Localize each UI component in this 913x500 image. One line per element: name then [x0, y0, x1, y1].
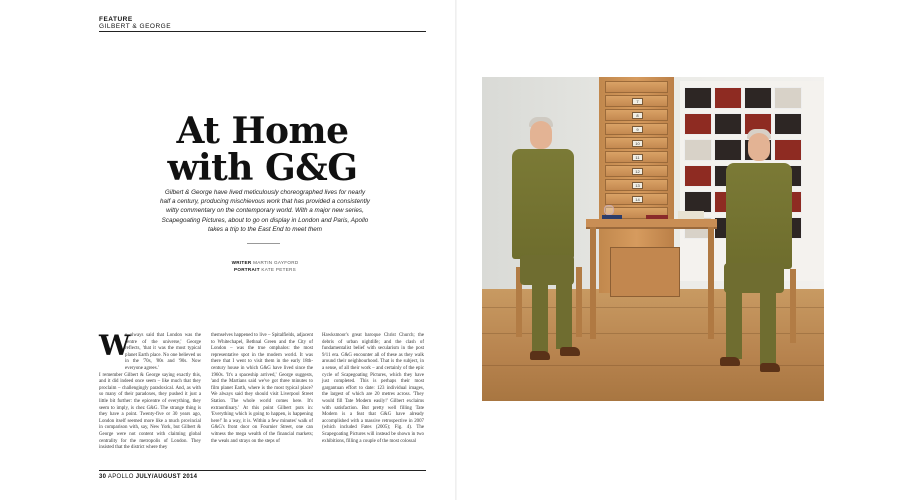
section-label: FEATURE [99, 16, 133, 23]
body-column-3: Hawksmoor's great baroque Christ Church; the debris of urban nightlife; and the clash of fundamentalist belief with secularism in the post 9/11 era. G&G encounter all of these as they walk around their neighbourhood. That is the subject, in a sense, of all their work – and certainly of the epic cycle of Scapegoating Pictures, which they have just completed. This is perhaps their most gargantuan effort to date: 123 individual images, the largest of which are 20 metres across. 'They would fill Tate Modern easily!' Gilbert exclaims with satisfaction. But pretty well filling Tate Modern is a feat that G&G have already accomplished with a massive retrospective in 2007 (which included Fates (2005); Fig. 4). The Scapegoating Pictures will instead be shown in two exhibitions, filling a couple of the most colossal [322, 333, 424, 444]
glass [604, 205, 614, 215]
cabinet-drawer [605, 193, 668, 205]
portrait-credit [190, 267, 340, 272]
drawer-number: 12 [632, 168, 643, 175]
head [748, 133, 770, 161]
issue-date: JULY/AUGUST 2014 [135, 474, 198, 480]
book [646, 215, 668, 219]
artwork-tile [714, 87, 742, 109]
drawer-number: 7 [632, 98, 643, 105]
cabinet-drawer [605, 95, 668, 107]
artwork-tile [714, 139, 742, 161]
writer-credit [190, 260, 340, 265]
standfirst: Gilbert & George have lived meticulously choreographed lives for nearly half a century, producing mischievous work that has provided a consistently witty commentary on the contemporary world. With a major new series, Scapegoating Pictures, about to go on display in London and Paris, Apollo takes a trip to the East End to meet them [160, 189, 370, 233]
leg [556, 277, 572, 349]
headline-line-2: with G&G [167, 147, 358, 189]
drop-cap: W [99, 329, 131, 362]
portrait-photo [482, 77, 824, 401]
footer-rule [99, 470, 426, 471]
body-paragraph: I remember Gilbert & George saying exactly this, and it did indeed once seem – like much that they proclaim – challengingly paradoxical. And, as with so many of their paradoxes, they pushed it just a little bit further: the epicentre of everything, they seem to imply, is chez G&G. The strange thing is they have a point. Twenty-five or 30 years ago, London itself seemed more like a much provincial in comparison with, say, New York, but Gilbert & George were not content with claiming global centrality for the metropolis of London. They insisted that the district where they [99, 372, 201, 451]
book [602, 215, 622, 219]
cabinet-drawer [605, 151, 668, 163]
body-lead-paragraph: e always said that London was the centre of the universe,' George reflects, 'that it was the most typical planet Earth place. No one believed us in the '70s, '80s and '90s. Now everyone agrees.' [125, 333, 201, 371]
portrait-name: KATE PETERS [261, 267, 297, 272]
table-top [586, 219, 717, 229]
table-leg [708, 227, 714, 339]
leg [726, 287, 742, 359]
artwork-tile [684, 191, 712, 213]
jacket [726, 163, 792, 269]
leg [532, 277, 548, 352]
cabinet-drawer [605, 165, 668, 177]
head [530, 121, 552, 149]
portrait-label: PORTRAIT [233, 267, 260, 272]
headline [99, 110, 426, 189]
artwork-tile [684, 87, 712, 109]
artwork-tile [774, 87, 802, 109]
artwork-tile [744, 87, 772, 109]
cabinet-drawer [605, 123, 668, 135]
publication-name: APOLLO [107, 474, 134, 480]
body-column-2: themselves happened to live – Spitalfields, adjacent to Whitechapel, Bethnal Green and the City of London – was the true omphalos: the most representative spot in the modern world. It was there that I went to visit them in the early 18th-century house in which G&G have lived since the 1960s. 'It's a spaceship arrived,' George suggests, 'and the Martians said we've got three minutes to film planet Earth, where is the most typical place? We always said they should visit Liverpool Street Station. The whole world comes here. It's extraordinary.' At this point Gilbert puts in: 'Everything which is going to happen, is happening here!' In a way, it is. Within a few minutes' walk of G&G's front door on Fournier Street, one can witness the mega wealth of the financial markets; the weals and strays on the steps of [211, 333, 313, 444]
artwork-tile [714, 113, 742, 135]
header-rule [99, 31, 426, 32]
artwork-tile [774, 139, 802, 161]
drawer-number: 8 [632, 112, 643, 119]
page-number: 30 [99, 474, 107, 480]
drawer-number: 11 [632, 154, 643, 161]
artwork-tile [774, 113, 802, 135]
artwork-tile [684, 139, 712, 161]
shoe [760, 363, 780, 372]
jacket [512, 149, 574, 259]
cabinet-drawer [605, 81, 668, 93]
chair-leg [576, 267, 582, 337]
drawer-number: 10 [632, 140, 643, 147]
standfirst-rule [247, 243, 280, 244]
writer-name: MARTIN GAYFORD [253, 260, 299, 265]
headline-line-1: At Home [176, 110, 349, 152]
leg [760, 287, 776, 365]
shoe [560, 347, 580, 356]
drawer-number: 9 [632, 126, 643, 133]
cabinet-drawer [605, 109, 668, 121]
table-leg [590, 227, 596, 339]
chair-leg [790, 269, 796, 343]
book [678, 211, 704, 219]
shoe [720, 357, 740, 366]
body-column-1 [99, 329, 201, 452]
table-cabinet [610, 247, 680, 297]
writer-label: WRITER [231, 260, 252, 265]
cabinet-drawer [605, 179, 668, 191]
folio [99, 474, 197, 480]
artwork-tile [684, 165, 712, 187]
cabinet-drawer [605, 137, 668, 149]
section-subtitle: GILBERT & GEORGE [99, 23, 172, 30]
artwork-tile [684, 113, 712, 135]
shoe [530, 351, 550, 360]
drawer-number: 13 [632, 182, 643, 189]
page-gutter [455, 0, 457, 500]
drawer-number: 14 [632, 196, 643, 203]
